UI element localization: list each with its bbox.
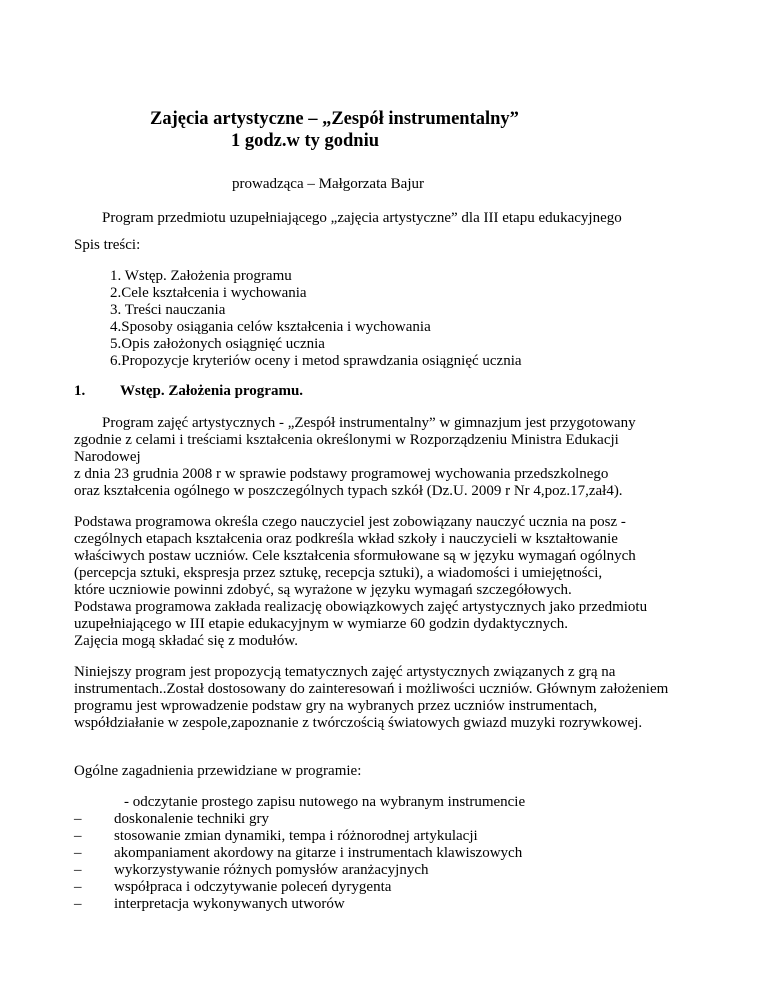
general-list-item: stosowanie zmian dynamiki, tempa i różnorodnej artykulacji [114, 828, 478, 844]
list-dash: – [74, 896, 82, 912]
list-dash: – [74, 828, 82, 844]
section-heading: Wstęp. Założenia programu. [120, 383, 304, 399]
paragraph-2-line: Podstawa programowa zakłada realizację obowiązkowych zajęć artystycznych jako przedmiotu [74, 599, 648, 615]
list-dash: – [74, 862, 82, 878]
general-first-item: - odczytanie prostego zapisu nutowego na wybranym instrumencie [124, 794, 526, 810]
paragraph-1-line: oraz kształcenia ogólnego w poszczególnych typach szkół (Dz.U. 2009 r Nr 4,poz.17,zał4). [74, 483, 623, 499]
toc-item-1: 1. Wstęp. Założenia programu [110, 268, 292, 284]
paragraph-1-line: zgodnie z celami i treściami kształcenia określonymi w Rozporządzeniu Ministra Edukacji [74, 432, 619, 448]
toc-item-6: 6.Propozycje kryteriów oceny i metod sprawdzania osiągnięć ucznia [110, 353, 522, 369]
section-number: 1. [74, 383, 86, 399]
general-list-item: interpretacja wykonywanych utworów [114, 896, 345, 912]
paragraph-2-line: właściwych postaw uczniów. Cele kształcenia sformułowane są w języku wymagań ogólnych [74, 548, 636, 564]
toc-item-3: 3. Treści nauczania [110, 302, 226, 318]
toc-item-5: 5.Opis założonych osiągnięć ucznia [110, 336, 325, 352]
paragraph-2-line: uzupełniającego w III etapie edukacyjnym w wymiarze 60 godzin dydaktycznych. [74, 616, 568, 632]
title-line-1: Zajęcia artystyczne – „Zespół instrumentalny” [150, 109, 519, 129]
toc-heading: Spis treści: [74, 237, 141, 253]
general-list-item: akompaniament akordowy na gitarze i instrumentach klawiszowych [114, 845, 523, 861]
paragraph-2-line: które uczniowie powinni zdobyć, są wyrażone w języku wymagań szczegółowych. [74, 582, 572, 598]
paragraph-2-line: Zajęcia mogą składać się z modułów. [74, 633, 298, 649]
list-dash: – [74, 811, 82, 827]
paragraph-1-line: Narodowej [74, 449, 141, 465]
general-list-item: doskonalenie techniki gry [114, 811, 269, 827]
title-line-2: 1 godz.w ty godniu [231, 131, 380, 151]
toc-item-4: 4.Sposoby osiągania celów kształcenia i wychowania [110, 319, 431, 335]
general-list-item: współpraca i odczytywanie poleceń dyrygenta [114, 879, 392, 895]
list-dash: – [74, 879, 82, 895]
paragraph-1-line: Program zajęć artystycznych - „Zespół instrumentalny” w gimnazjum jest przygotowany [102, 415, 636, 431]
program-subtitle: Program przedmiotu uzupełniającego „zajęcia artystyczne” dla III etapu edukacyjnego [102, 210, 622, 226]
toc-item-2: 2.Cele kształcenia i wychowania [110, 285, 307, 301]
general-heading: Ogólne zagadnienia przewidziane w programie: [74, 763, 362, 779]
paragraph-2-line: (percepcja sztuki, ekspresja przez sztukę, recepcja sztuki), a wiadomości i umiejętności, [74, 565, 603, 581]
paragraph-3-line: programu jest wprowadzenie podstaw gry na wybranych przez uczniów instrumentach, [74, 698, 598, 714]
paragraph-1-line: z dnia 23 grudnia 2008 r w sprawie podstawy programowej wychowania przedszkolnego [74, 466, 609, 482]
list-dash: – [74, 845, 82, 861]
paragraph-3-line: instrumentach..Został dostosowany do zainteresowań i możliwości uczniów. Głównym założeniem [74, 681, 669, 697]
paragraph-2-line: Podstawa programowa określa czego nauczyciel jest zobowiązany nauczyć ucznia na posz - [74, 514, 626, 530]
general-list-item: wykorzystywanie różnych pomysłów aranżacyjnych [114, 862, 429, 878]
teacher-line: prowadząca – Małgorzata Bajur [232, 176, 424, 192]
paragraph-3-line: Niniejszy program jest propozycją tematycznych zajęć artystycznych związanych z grą na [74, 664, 616, 680]
paragraph-2-line: czególnych etapach kształcenia oraz podkreśla wkład szkoły i nauczycieli w kształtowanie [74, 531, 618, 547]
paragraph-3-line: współdziałanie w zespole,zapoznanie z twórczością światowych gwiazd muzyki rozrywkowej. [74, 715, 643, 731]
